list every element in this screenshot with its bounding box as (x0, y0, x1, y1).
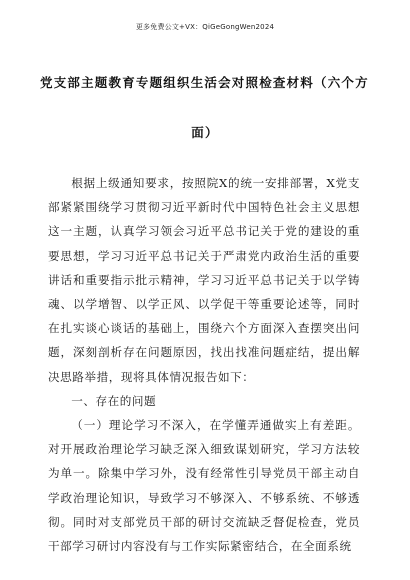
problem-paragraph-1: （一）理论学习不深入，在学懂弄通做实上有差距。对开展政治理论学习缺乏深入细致谋划研究，学习方法较为单一。除集中学习外，没有经常性引导党员干部主动自学政治理论知识，导致学习不够深入、不够系统、不够透彻。同时对支部党员干部的研讨交流缺乏督促检查，党员干部学习研讨内容没有与工作实际紧密结合，在全面系统 (48, 418, 360, 554)
document-title-line-2: 面） (191, 125, 219, 140)
watermark-text: 更多免费公文+VX：QiGeGongWen2024 (135, 23, 275, 31)
document-body (48, 171, 360, 558)
document-title-line-1: 党支部主题教育专题组织生活会对照检查材料（六个方 (40, 75, 369, 90)
section-heading-problems: 一、存在的问题 (71, 393, 157, 408)
intro-paragraph: 根据上级通知要求，按照院X的统一安排部署，X党支部紧紧围绕学习贯彻习近平新时代中国特色社会主义思想这一主题，认真学习领会习近平总书记关于党的建设的重要思想，学习习近平总书记关于严肃党内政治生活的重要讲话和重要指示批示精神，学习习近平总书记关于以学铸魂、以学增智、以学正风、以学促干等重要论述等，同时在扎实谈心谈话的基础上，围绕六个方面深入查摆突出问题，深刻剖析存在问题原因，找出找准问题症结，提出解决思路举措，现将具体情况报告如下： (48, 176, 360, 384)
